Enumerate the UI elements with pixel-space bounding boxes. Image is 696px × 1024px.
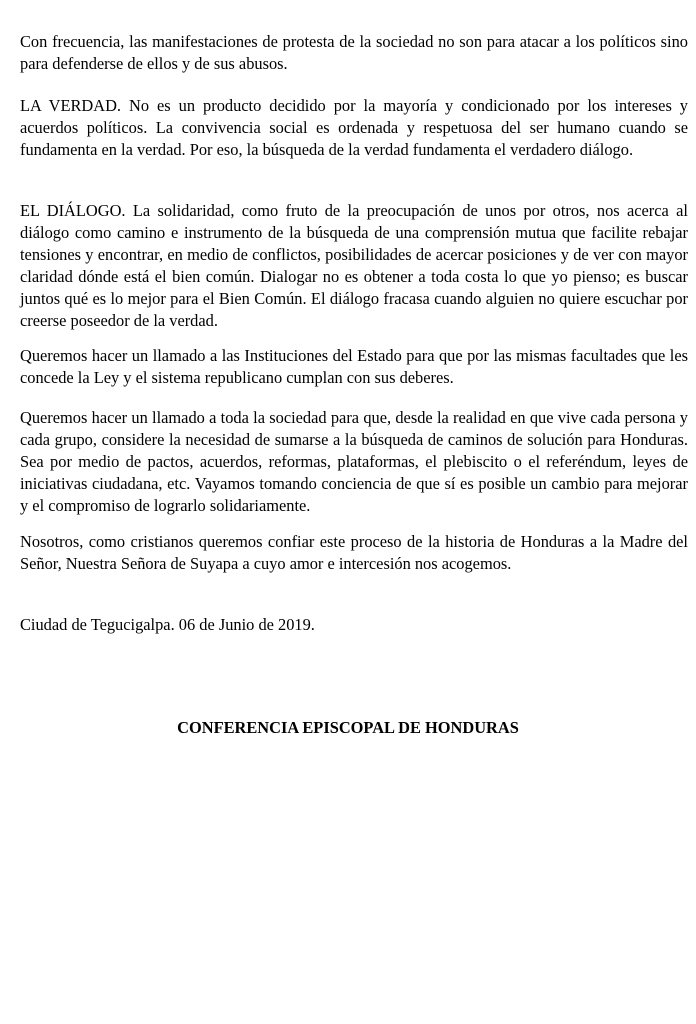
paragraph-institutions: Queremos hacer un llamado a las Instituciones del Estado para que por las mismas facultades que les concede la Ley y el sistema republicano cumplan con sus deberes. <box>20 346 688 387</box>
paragraph-truth: LA VERDAD. No es un producto decidido por la mayoría y condicionado por los intereses y acuerdos políticos. La convivencia social es ordenada y respetuosa del ser humano cuando se fundamenta en la verdad. Por eso, la búsqueda de la verdad fundamenta el verdadero diálogo. <box>20 96 688 159</box>
signature: CONFERENCIA EPISCOPAL DE HONDURAS <box>177 718 519 737</box>
paragraph-christians: Nosotros, como cristianos queremos confiar este proceso de la historia de Honduras a la Madre del Señor, Nuestra Señora de Suyapa a cuyo amor e intercesión nos acogemos. <box>20 532 688 573</box>
date-line: Ciudad de Tegucigalpa. 06 de Junio de 2019. <box>20 615 315 634</box>
paragraph-society: Queremos hacer un llamado a toda la sociedad para que, desde la realidad en que vive cada persona y cada grupo, considere la necesidad de sumarse a la búsqueda de caminos de solución para Honduras. Sea por medio de pactos, acuerdos, reformas, plataformas, el plebiscito o el referéndum, leyes de iniciativas ciudadana, etc. Vayamos tomando conciencia de que sí es posible un cambio para mejorar y el compromiso de lograrlo solidariamente. <box>20 408 688 515</box>
paragraph-dialogue: EL DIÁLOGO. La solidaridad, como fruto de la preocupación de unos por otros, nos acerca al diálogo como camino e instrumento de la búsqueda de una comprensión mutua que facilite rebajar tensiones y encontrar, en medio de conflictos, posibilidades de acercar posiciones y de ver con mayor claridad dónde está el bien común. Dialogar no es obtener a toda costa lo que yo pienso; es buscar juntos qué es lo mejor para el Bien Común. El diálogo fracasa cuando alguien no quiere escuchar por creerse poseedor de la verdad. <box>20 201 688 330</box>
paragraph-protest: Con frecuencia, las manifestaciones de protesta de la sociedad no son para atacar a los políticos sino para defenderse de ellos y de sus abusos. <box>20 32 688 73</box>
